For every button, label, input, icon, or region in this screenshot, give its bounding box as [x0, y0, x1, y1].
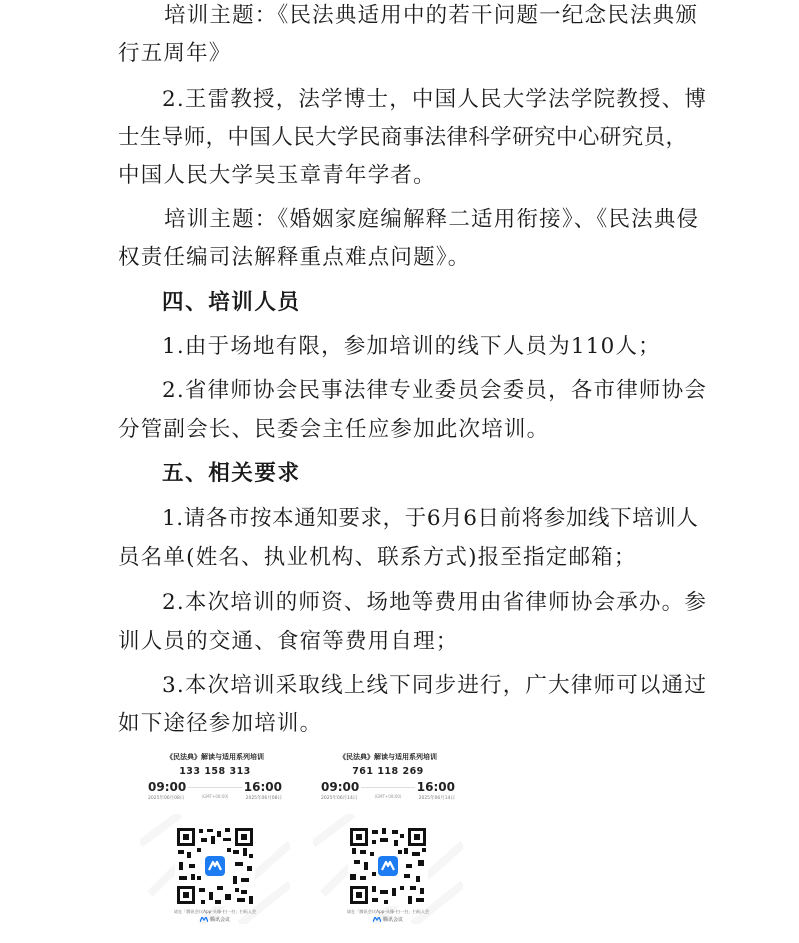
- paragraph-line: 如下途径参加培训。: [118, 711, 323, 736]
- paragraph-line: 2.本次培训的师资、场地等费用由省律师协会承办。参: [162, 590, 708, 615]
- time-divider: [188, 787, 242, 788]
- timezone: (GMT+08:00): [201, 794, 229, 799]
- paragraph-line: 1.请各市按本通知要求，于6月6日前将参加线下培训人: [162, 506, 699, 531]
- brand-name: 腾讯会议: [209, 917, 230, 923]
- paragraph-line: 2.王雷教授，法学博士，中国人民大学法学院教授、博: [162, 87, 708, 112]
- paragraph-line: 培训主题：《婚姻家庭编解释二适用衔接》、《民法典侵: [164, 207, 700, 232]
- end-date: 2025年06月14日: [418, 796, 455, 801]
- paragraph-line: 分管副会长、民委会主任应参加此次培训。: [118, 417, 550, 442]
- start-date: 2025年06月08日: [148, 796, 185, 801]
- card-title: 《民法典》解读与适用系列培训: [166, 753, 264, 761]
- paragraph-line: 中国人民大学吴玉章青年学者。: [118, 163, 436, 188]
- paragraph-line: 2.省律师协会民事法律专业委员会委员，各市律师协会: [162, 378, 708, 403]
- start-time: 09:00: [148, 780, 187, 794]
- timezone: (GMT+08:00): [374, 794, 402, 799]
- scan-hint: 请在「腾讯会议App-头像-扫一扫」扫码入会: [173, 909, 257, 914]
- scan-hint: 请在「腾讯会议App-头像-扫一扫」扫码入会: [346, 909, 430, 914]
- start-date: 2025年06月14日: [321, 796, 358, 801]
- meeting-id: 761 118 269: [352, 766, 424, 777]
- meeting-card: [140, 744, 290, 924]
- section-heading: 四、培训人员: [162, 290, 301, 315]
- qr-code[interactable]: [175, 826, 255, 906]
- tencent-meeting-logo-icon: [200, 917, 208, 922]
- paragraph-line: 1.由于场地有限，参加培训的线下人员为110人；: [162, 334, 661, 359]
- meeting-id: 133 158 313: [179, 766, 251, 777]
- time-divider: [361, 787, 415, 788]
- paragraph-line: 培训主题：《民法典适用中的若干问题一纪念民法典颁: [164, 3, 699, 28]
- end-date: 2025年06月08日: [245, 796, 282, 801]
- paragraph-line: 训人员的交通、食宿等费用自理；: [118, 629, 459, 654]
- paragraph-line: 员名单(姓名、执业机构、联系方式)报至指定邮箱；: [118, 545, 637, 570]
- paragraph-line: 权责任编司法解释重点难点问题》。: [118, 245, 471, 270]
- end-time: 16:00: [416, 780, 455, 794]
- qr-code[interactable]: [348, 826, 428, 906]
- paragraph-line: 行五周年》: [118, 41, 232, 66]
- brand-footer: [313, 916, 463, 923]
- end-time: 16:00: [243, 780, 282, 794]
- card-title: 《民法典》解读与适用系列培训: [339, 753, 437, 761]
- section-heading: 五、相关要求: [162, 461, 301, 486]
- start-time: 09:00: [321, 780, 360, 794]
- brand-name: 腾讯会议: [382, 917, 403, 923]
- brand-footer: [140, 916, 290, 923]
- meeting-card: [313, 744, 463, 924]
- paragraph-line: 士生导师，中国人民大学民商事法律科学研究中心研究员，: [118, 125, 688, 150]
- tencent-meeting-logo-icon: [373, 917, 381, 922]
- paragraph-line: 3.本次培训采取线上线下同步进行，广大律师可以通过: [162, 673, 708, 698]
